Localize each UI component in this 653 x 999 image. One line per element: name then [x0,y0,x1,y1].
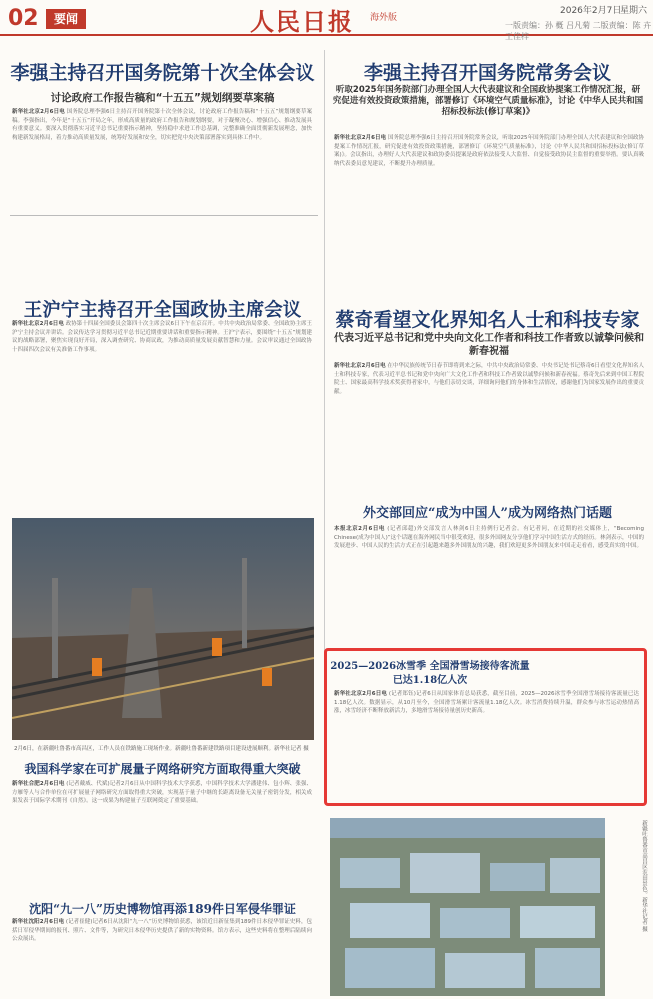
article-headline: 我国科学家在可扩展量子网络研究方面取得重大突破 [24,762,301,776]
article-headline: 沈阳“九一八”历史博物馆再添189件日军侵华罪证 [29,902,296,916]
article-headline: 外交部回应“成为中国人”成为网络热门话题 [363,506,612,521]
article-text: (记者崔健)记者6日从沈阳“九一八”历史博物馆获悉，该馆近日新征集到189件日本侵华罪证史料，包括日军侵华期间的报刊、照片、文件等，为研究日本侵华历史提供了新的实物资料。馆方表示，这些史料将在整理后陆续向公众展出。 [12,919,312,942]
article-body [334,362,644,497]
article-dateline: 本报北京2月6日电 [334,526,385,532]
article-text: (记者戴威、代斌)记者2月6日从中国科学技术大学获悉，中国科学技术大学潘建伟、包小辉、张强、方雁等人与合作单位在可扩展量子网络研究方面取得重大突破，实现基于量子中继的长距离设备无关量子密钥分发，相关成果发表于国际学术期刊《自然》。这一成果为构建量子互联网奠定了重要基础。 [12,781,312,804]
article-dateline: 新华社合肥2月6日电 [12,781,65,787]
article-body [12,780,312,885]
article-body [12,108,312,203]
article-dateline: 新华社北京2月6日电 [334,363,386,369]
article-text: (记者邱超)外交部发言人林剑6日主持例行记者会。有记者问，在近期的社交媒体上，“Becoming Chinese(成为中国人)”这个话题在海外网民当中很受欢迎，很多外国网友分享他们学习中国生活方式的经历。林剑表示，中国的发展进步、中国人民的生活方式正在引起越来越多外国朋友的兴趣，我们欢迎更多外国朋友来中国走走看看，感受真实的中国。 [334,526,644,549]
article-subhead: 讨论政府工作报告稿和“十五五”规划纲要草案稿 [50,92,275,104]
article-dateline: 新华社北京2月6日电 [334,135,387,141]
article-text: (记者郑钰)记者6日从国家体育总局获悉，截至目前，2025—2026冰雪季全国滑雪场接待客流量已达1.18亿人次。数据显示，从10月至今，全国滑雪场累计客流量1.18亿人次。冰雪消费持续升温，群众参与冰雪运动热情高涨，冰雪经济不断释放新活力，多地滑雪场接待量创历史新高。 [334,691,639,714]
page-number: 02 [8,6,39,31]
column-divider [10,215,318,216]
article-body [12,918,312,996]
article-body [334,525,644,643]
article-dateline: 新华社北京2月6日电 [12,109,65,115]
article-subhead: 代表习近平总书记和党中央向文化工作者和科技工作者致以诚挚问候和新春祝福 [334,333,644,357]
editor-credits: 一版责编：孙 概 吕凡菊 二版责编：陈 卉 王佳梓 [505,21,652,41]
article-text: 国务院总理李强6日主持召开国务院第十次全体会议，讨论政府工作报告稿和“十五五”规划纲要草案稿。李强指出，今年是“十五五”开局之年，形成高质量的政府工作报告和规划纲要，对于凝聚决心、增强信心、推动发展具有重要意义。要深入贯彻落实习近平总书记重要指示精神，坚持稳中求进工作总基调，完整准确全面贯彻新发展理念，加快构建新发展格局，着力推动高质量发展，统筹好发展和安全，切实把党中央决策部署落实到具体工作中。 [12,109,312,141]
article-dateline: 新华社北京2月6日电 [334,691,387,697]
article-headline: 蔡奇看望文化界知名人士和科技专家 [335,309,640,331]
article-text: 在中华民族传统节日春节即将到来之际，中共中央政治局常委、中央书记处书记蔡奇6日看望文化界知名人士和科技专家，代表习近平总书记和党中央向广大文化工作者和科技工作者致以诚挚问候和新春祝福。蔡奇先后来到中国工程院院士、国家最高科学技术奖获得者家中，与他们亲切交谈，详细询问他们的身体和生活情况，感谢他们为国家发展作出的重要贡献。 [334,363,644,395]
article-headline: 2025—2026冰雪季 全国滑雪场接待客流量已达1.18亿人次 [330,661,530,686]
article-headline: 李强主持召开国务院第十次全体会议 [10,62,315,84]
article-text: 国务院总理李强6日主持召开国务院常务会议，听取2025年国务院部门办理全国人大代表建议和全国政协提案工作情况汇报，研究促进有效投资政策措施，部署修订《环境空气质量标准》，讨论《中华人民共和国招标投标法(修订草案)》。会议指出，办理好人大代表建议和政协委员提案是政府依法接受人大监督、自觉接受政协民主监督的重要举措。要认真吸纳代表委员意见建议，不断提升办理质量。 [334,135,644,167]
article-headline: 李强主持召开国务院常务会议 [363,62,611,84]
article-dateline: 新华社沈阳2月6日电 [12,919,65,925]
photo-caption: 新疆吐鲁番市高昌区农田景色。新华社记者 摄 [641,820,647,932]
farmland-photo-graphic [330,818,605,996]
masthead [0,0,653,41]
newspaper-edition: 海外版 [370,13,398,23]
news-photo-railway [12,518,314,740]
article-headline: 王沪宁主持召开全国政协主席会议 [23,300,302,321]
article-body [334,134,644,244]
article-dateline: 新华社北京2月6日电 [12,321,64,327]
newspaper-logo: 人民日报 [250,7,354,36]
issue-date: 2026年2月7日 [560,6,622,16]
railway-photo-graphic [12,518,314,740]
article-text: 政协第十四届全国委员会第四十次主席会议6日下午在京召开。中共中央政治局常委、全国政协主席王沪宁主持会议并讲话。会议传达学习贯彻习近平总书记近期重要讲话和重要指示精神。王沪宁表示，要围绕“十五五”规划建议的战略部署，聚焦实现良好开局，深入调查研究、协商议政，为推动高质量发展贡献智慧和力量。会议审议通过全国政协十四届四次会议有关准备工作事项。 [12,321,312,353]
article-subhead: 听取2025年国务院部门办理全国人大代表建议和全国政协提案工作情况汇报，研究促进有效投资政策措施，部署修订《环境空气质量标准》，讨论《中华人民共和国招标投标法(修订草案)》 [332,85,644,117]
news-photo-farmland [330,818,605,996]
article-body [12,320,312,510]
article-body [334,690,639,800]
issue-weekday: 星期六 [620,6,648,16]
photo-caption: 2月6日，在新疆吐鲁番市高昌区，工作人员在铁路施工现场作业。新疆吐鲁番新建铁路项目建设进展顺利。新华社记者 摄 [14,746,309,752]
section-badge: 要闻 [46,9,86,29]
